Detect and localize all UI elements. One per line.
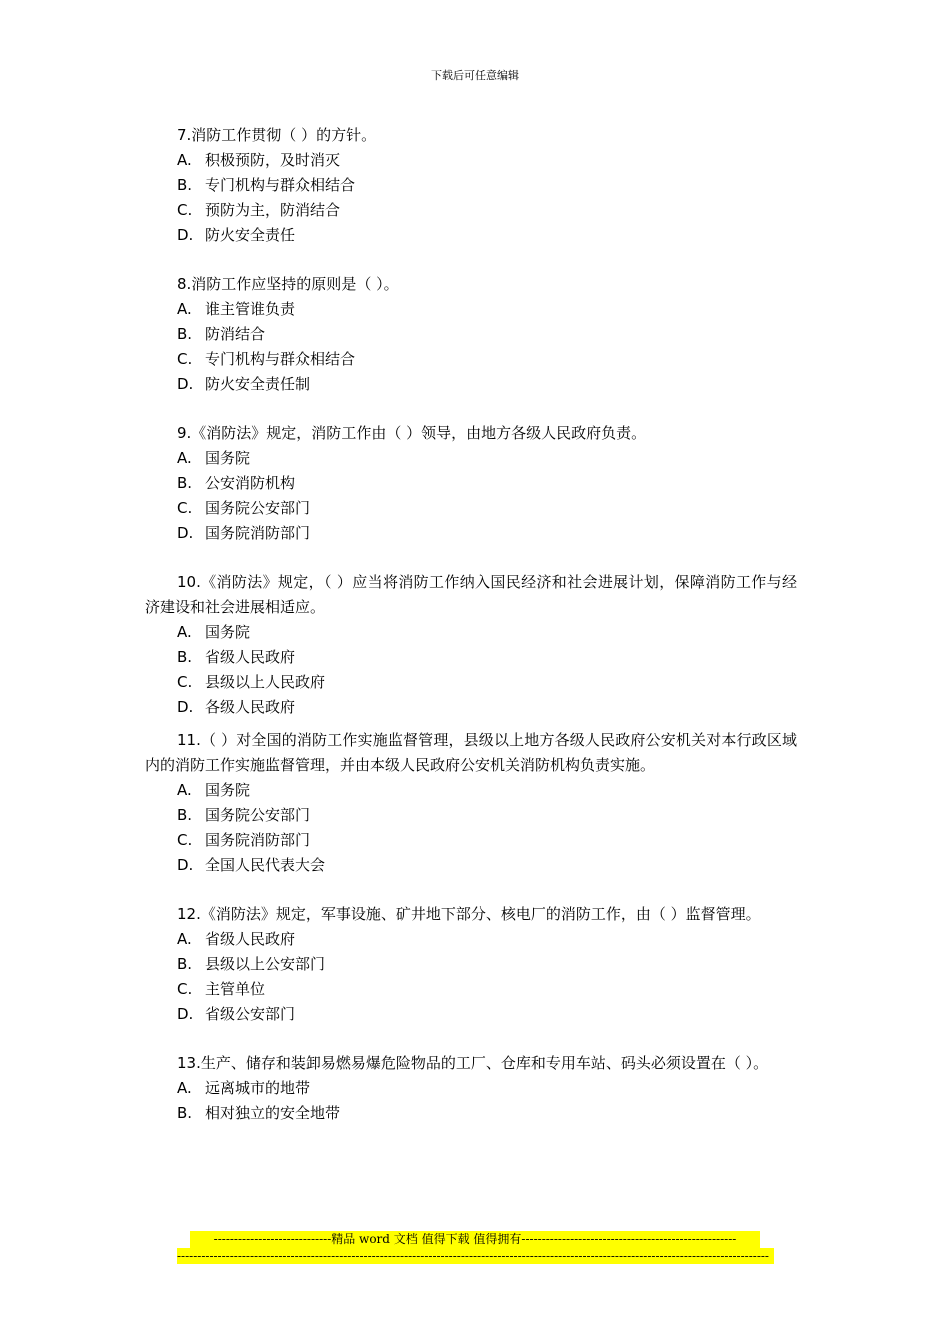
option-a: A. 国务院 <box>177 623 251 641</box>
option-a: A. 远离城市的地带 <box>177 1079 311 1097</box>
option-a: A. 省级人民政府 <box>177 930 296 948</box>
option-b: B. 国务院公安部门 <box>177 806 311 824</box>
option-d: D. 各级人民政府 <box>177 698 296 716</box>
option-d: D. 国务院消防部门 <box>177 524 311 542</box>
option-a: A. 国务院 <box>177 449 251 467</box>
question-stem: 8.消防工作应坚持的原则是（ ）。 <box>177 275 399 293</box>
option-d: D. 全国人民代表大会 <box>177 856 326 874</box>
question-10 <box>0 570 950 720</box>
question-7 <box>0 123 950 248</box>
question-8 <box>0 272 950 397</box>
option-a: A. 国务院 <box>177 781 251 799</box>
option-d: D. 省级公安部门 <box>177 1005 296 1023</box>
option-b: B. 专门机构与群众相结合 <box>177 176 356 194</box>
option-b: B. 防消结合 <box>177 325 266 343</box>
question-stem: 10.《消防法》规定，（ ）应当将消防工作纳入国民经济和社会进展计划，保障消防工作与经济建设和社会进展相适应。 <box>145 573 797 616</box>
question-stem: 13.生产、储存和装卸易燃易爆危险物品的工厂、仓库和专用车站、码头必须设置在（ ）。 <box>177 1054 769 1072</box>
option-b: B. 相对独立的安全地带 <box>177 1104 341 1122</box>
option-c: C. 专门机构与群众相结合 <box>177 350 356 368</box>
option-c: C. 国务院消防部门 <box>177 831 311 849</box>
question-9 <box>0 421 950 546</box>
question-stem: 9.《消防法》规定，消防工作由（ ）领导，由地方各级人民政府负责。 <box>177 424 647 442</box>
option-c: C. 预防为主，防消结合 <box>177 201 341 219</box>
question-stem: 12.《消防法》规定，军事设施、矿井地下部分、核电厂的消防工作，由（ ）监督管理。 <box>177 905 761 923</box>
page-header: 下载后可任意编辑 <box>431 69 519 82</box>
option-c: C. 主管单位 <box>177 980 266 998</box>
question-12 <box>0 902 950 1027</box>
option-d: D. 防火安全责任 <box>177 226 296 244</box>
question-11 <box>0 728 950 878</box>
question-stem: 7.消防工作贯彻（ ）的方针。 <box>177 126 377 144</box>
question-13 <box>0 1051 950 1126</box>
footer-banner-line-1: -----------------------------精品 word 文档 值得下载 值得拥有----------------------------------------------------- <box>190 1231 760 1248</box>
question-stem: 11.（ ）对全国的消防工作实施监督管理，县级以上地方各级人民政府公安机关对本行政区域内的消防工作实施监督管理，并由本级人民政府公安机关消防机构负责实施。 <box>145 731 797 774</box>
option-d: D. 防火安全责任制 <box>177 375 311 393</box>
option-c: C. 国务院公安部门 <box>177 499 311 517</box>
option-a: A. 积极预防，及时消灭 <box>177 151 341 169</box>
option-a: A. 谁主管谁负责 <box>177 300 296 318</box>
option-c: C. 县级以上人民政府 <box>177 673 326 691</box>
option-b: B. 县级以上公安部门 <box>177 955 326 973</box>
option-b: B. 公安消防机构 <box>177 474 296 492</box>
footer-banner-line-2: -------------------------------------------------------------------------------------------------------------------------------------------------- <box>177 1248 774 1264</box>
question-list <box>0 123 950 1150</box>
option-b: B. 省级人民政府 <box>177 648 296 666</box>
